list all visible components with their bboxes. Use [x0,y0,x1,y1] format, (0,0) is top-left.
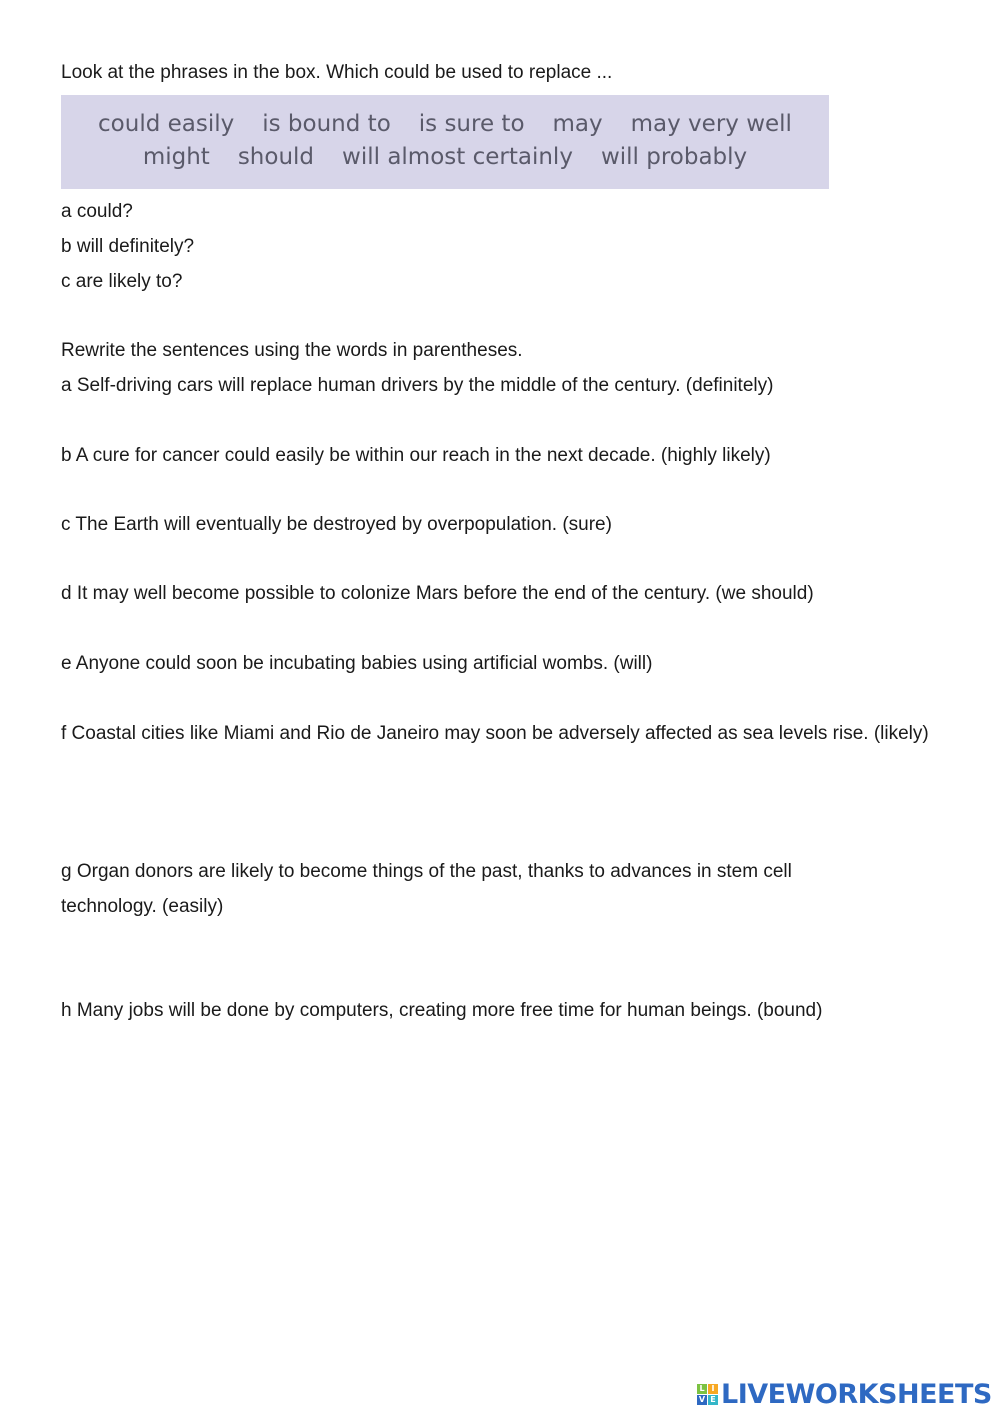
phrase-could-easily: could easily [98,111,235,137]
instruction-phrases: Look at the phrases in the box. Which could be used to replace ... [61,62,613,83]
phrase-may: may [552,111,603,137]
replace-item-c: c are likely to? [61,271,183,292]
replace-item-b: b will definitely? [61,236,195,257]
phrase-will-probably: will probably [600,144,748,170]
phrase-should: should [237,144,315,170]
sentence-a: a Self-driving cars will replace human drivers by the middle of the century. (definitely) [61,375,774,396]
sentence-e: e Anyone could soon be incubating babies using artificial wombs. (will) [61,653,653,674]
sentence-f: f Coastal cities like Miami and Rio de Janeiro may soon be adversely affected as sea levels rise. (likely) [61,723,929,744]
sentence-d: d It may well become possible to colonize Mars before the end of the century. (we should) [61,583,814,604]
instruction-rewrite: Rewrite the sentences using the words in parentheses. [61,340,523,361]
phrase-will-almost-certainly: will almost certainly [342,144,573,170]
phrase-row-1 [61,108,829,141]
sentence-c: c The Earth will eventually be destroyed by overpopulation. (sure) [61,514,612,535]
sentence-h: h Many jobs will be done by computers, creating more free time for human beings. (bound) [61,1000,823,1021]
sentence-g: g Organ donors are likely to become things of the past, thanks to advances in stem cell technology. (easily) [61,861,792,917]
phrase-box [61,95,829,189]
phrase-is-sure-to: is sure to [418,111,525,137]
phrase-might: might [142,144,210,170]
sentence-b: b A cure for cancer could easily be within our reach in the next decade. (highly likely) [61,445,771,466]
logo-mark-e: E [708,1395,718,1405]
replace-item-a: a could? [61,201,133,222]
logo-mark-icon [697,1384,718,1405]
logo-mark-v: V [698,1394,706,1404]
liveworksheets-logo [697,1376,992,1412]
phrase-row-2 [61,141,829,174]
logo-text: LIVEWORKSHEETS [721,1378,992,1410]
phrase-may-very-well: may very well [630,111,792,137]
phrase-is-bound-to: is bound to [262,111,391,137]
logo-mark-i: I [708,1384,718,1394]
logo-mark-l: L [697,1384,707,1394]
